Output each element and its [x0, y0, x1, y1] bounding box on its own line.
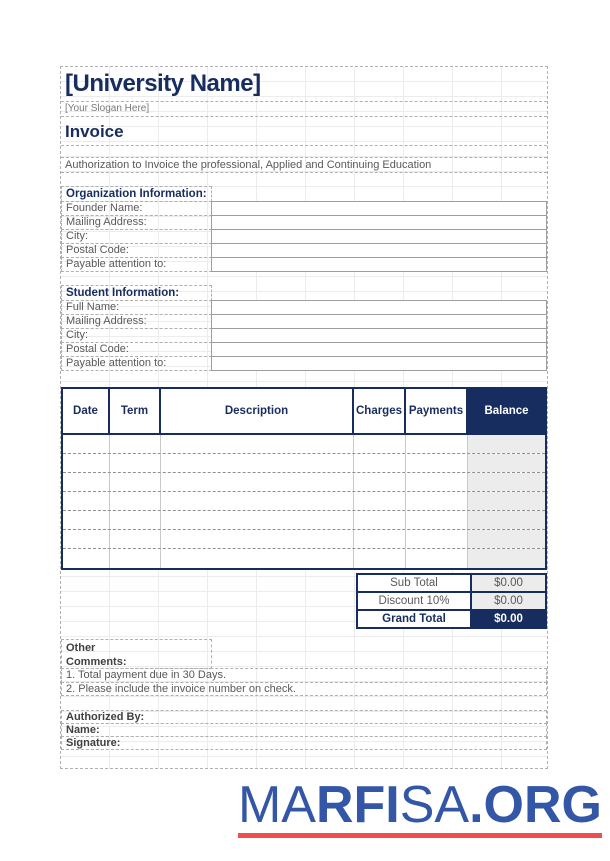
term-cell[interactable]: [110, 492, 161, 510]
balance-cell[interactable]: [468, 454, 545, 472]
discount-value[interactable]: $0.00: [470, 593, 545, 609]
field-row: [61, 201, 547, 216]
field-row: [61, 314, 547, 329]
founder-name-input[interactable]: [211, 201, 547, 216]
signature-field[interactable]: Signature:: [61, 736, 547, 750]
authorized-by-label: Authorized By:: [61, 710, 547, 724]
logo-segment: .ORG: [469, 776, 602, 834]
spacer: [61, 146, 547, 157]
field-row: [61, 300, 547, 315]
spacer: [61, 629, 547, 639]
subtotal-row: [356, 573, 547, 593]
charges-cell[interactable]: [354, 435, 406, 453]
totals-block: [356, 573, 547, 629]
date-cell[interactable]: [63, 435, 110, 453]
field-row: [61, 229, 547, 244]
table-row: [63, 435, 545, 454]
date-cell[interactable]: [63, 473, 110, 491]
grand-total-label: Grand Total: [382, 613, 446, 625]
comments-heading: [61, 639, 212, 669]
full-name-label: Full Name:: [61, 300, 212, 315]
term-cell[interactable]: [110, 473, 161, 491]
column-header-date: Date: [63, 389, 110, 433]
balance-cell[interactable]: [468, 511, 545, 529]
field-row: [61, 257, 547, 272]
student-payable-attention-label: Payable attention to:: [61, 356, 212, 371]
field-row: [61, 342, 547, 357]
invoice-title: Invoice: [61, 117, 547, 146]
description-cell[interactable]: [161, 435, 354, 453]
date-cell[interactable]: [63, 454, 110, 472]
founder-name-label: Founder Name:: [61, 201, 212, 216]
description-cell[interactable]: [161, 492, 354, 510]
description-cell[interactable]: [161, 454, 354, 472]
column-header-balance: Balance: [468, 389, 545, 433]
charges-cell[interactable]: [354, 511, 406, 529]
column-header-payments: Payments: [406, 389, 468, 433]
comments-heading-line2: Comments:: [66, 656, 127, 668]
comment-item-2: 2. Please include the invoice number on check.: [61, 682, 547, 696]
subtotal-label: Sub Total: [390, 577, 438, 589]
student-payable-attention-input[interactable]: [211, 356, 547, 371]
org-mailing-address-input[interactable]: [211, 215, 547, 230]
student-city-label: City:: [61, 328, 212, 343]
description-cell[interactable]: [161, 549, 354, 568]
org-payable-attention-input[interactable]: [211, 257, 547, 272]
balance-cell[interactable]: [468, 530, 545, 548]
subtotal-value[interactable]: $0.00: [470, 575, 545, 591]
column-header-term: Term: [110, 389, 161, 433]
discount-label: Discount 10%: [378, 595, 450, 607]
student-postal-code-label: Postal Code:: [61, 342, 212, 357]
student-city-input[interactable]: [211, 328, 547, 343]
table-row: [63, 530, 545, 549]
charges-cell[interactable]: [354, 530, 406, 548]
slogan: [Your Slogan Here]: [61, 101, 547, 117]
grand-total-row: [356, 609, 547, 629]
org-payable-attention-label: Payable attention to:: [61, 257, 212, 272]
term-cell[interactable]: [110, 511, 161, 529]
marfisa-logo: [237, 776, 602, 838]
table-row: [63, 492, 545, 511]
charges-cell[interactable]: [354, 492, 406, 510]
payments-cell[interactable]: [406, 511, 468, 529]
charges-table: [61, 387, 547, 570]
spacer: [61, 173, 547, 186]
payments-cell[interactable]: [406, 454, 468, 472]
balance-cell[interactable]: [468, 492, 545, 510]
date-cell[interactable]: [63, 530, 110, 548]
comment-item-1: 1. Total payment due in 30 Days.: [61, 668, 547, 683]
student-info-section: [61, 285, 547, 371]
logo-segment: SA: [399, 776, 470, 834]
balance-cell[interactable]: [468, 473, 545, 491]
student-info-title: Student Information:: [61, 285, 212, 301]
table-row: [63, 549, 545, 568]
column-header-charges: Charges: [354, 389, 406, 433]
balance-cell[interactable]: [468, 435, 545, 453]
spacer: [61, 272, 547, 285]
charges-table-header: [63, 389, 545, 435]
charges-cell[interactable]: [354, 549, 406, 568]
payments-cell[interactable]: [406, 530, 468, 548]
description-cell[interactable]: [161, 530, 354, 548]
balance-cell[interactable]: [468, 549, 545, 568]
table-row: [63, 511, 545, 530]
field-row: [61, 243, 547, 258]
charges-table-body: [63, 435, 545, 568]
date-cell[interactable]: [63, 492, 110, 510]
term-cell[interactable]: [110, 530, 161, 548]
student-mailing-address-input[interactable]: [211, 314, 547, 329]
spacer: [61, 371, 547, 387]
organization-info-title: Organization Information:: [61, 186, 212, 202]
student-postal-code-input[interactable]: [211, 342, 547, 357]
grand-total-value[interactable]: $0.00: [470, 611, 545, 627]
signature-block: [61, 710, 547, 750]
org-postal-code-input[interactable]: [211, 243, 547, 258]
description-cell[interactable]: [161, 511, 354, 529]
payments-cell[interactable]: [406, 492, 468, 510]
field-row: [61, 215, 547, 230]
spacer: [61, 696, 547, 710]
field-row: [61, 356, 547, 371]
term-cell[interactable]: [110, 435, 161, 453]
field-row: [61, 328, 547, 343]
org-city-label: City:: [61, 229, 212, 244]
authorization-line: Authorization to Invoice the professional, Applied and Continuing Education: [61, 157, 547, 173]
logo-segment: MA: [237, 776, 316, 834]
student-mailing-address-label: Mailing Address:: [61, 314, 212, 329]
term-cell[interactable]: [110, 454, 161, 472]
payments-cell[interactable]: [406, 549, 468, 568]
table-row: [63, 473, 545, 492]
name-field[interactable]: Name:: [61, 723, 547, 737]
org-mailing-address-label: Mailing Address:: [61, 215, 212, 230]
comments-heading-line1: Other: [66, 642, 96, 654]
description-cell[interactable]: [161, 473, 354, 491]
charges-cell[interactable]: [354, 454, 406, 472]
discount-row: [356, 591, 547, 611]
organization-info-section: [61, 186, 547, 272]
org-city-input[interactable]: [211, 229, 547, 244]
org-postal-code-label: Postal Code:: [61, 243, 212, 258]
logo-segment: RFI: [315, 776, 400, 834]
table-row: [63, 454, 545, 473]
full-name-input[interactable]: [211, 300, 547, 315]
term-cell[interactable]: [110, 549, 161, 568]
charges-cell[interactable]: [354, 473, 406, 491]
column-header-description: Description: [161, 389, 354, 433]
university-name: [University Name]: [65, 70, 261, 97]
date-cell[interactable]: [63, 511, 110, 529]
invoice-sheet: [60, 66, 548, 769]
payments-cell[interactable]: [406, 473, 468, 491]
date-cell[interactable]: [63, 549, 110, 568]
payments-cell[interactable]: [406, 435, 468, 453]
